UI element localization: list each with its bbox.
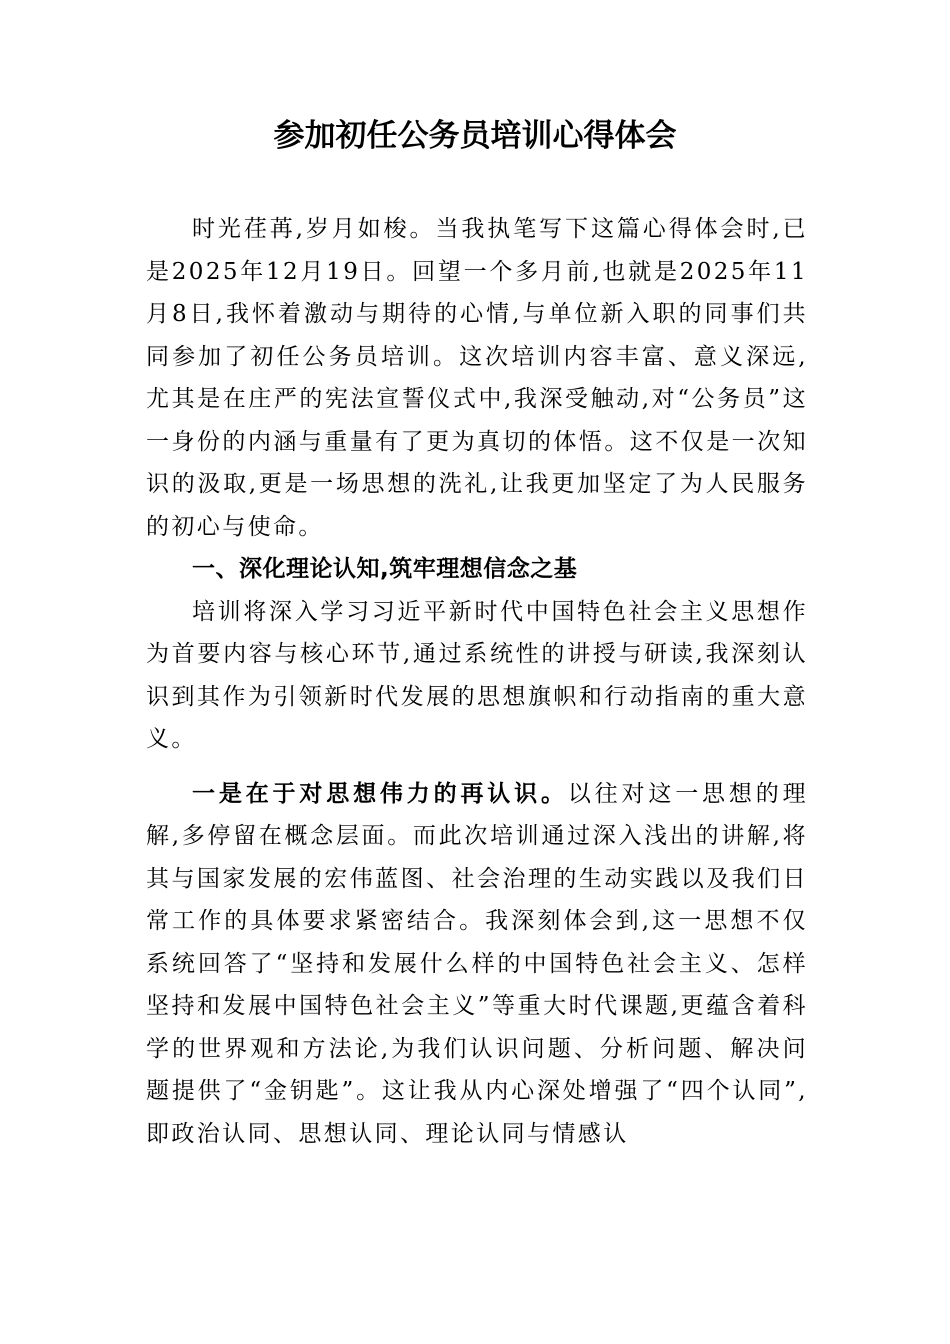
paragraph-section-1-intro: 培训将深入学习习近平新时代中国特色社会主义思想作为首要内容与核心环节,通过系统性的讲授与研读,我深刻认识到其作为引领新时代发展的思想旗帜和行动指南的重大意义。 [146,598,808,752]
point-1-text: 以往对这一思想的理解,多停留在概念层面。而此次培训通过深入浅出的讲解,将其与国家发展的宏伟蓝图、社会治理的生动实践以及我们日常工作的具体要求紧密结合。我深刻体会到,这一思想不仅系统回答了“坚持和发展什么样的中国特色社会主义、怎样坚持和发展中国特色社会主义”等重大时代课题,更蕴含着科学的世界观和方法论,为我们认识问题、分析问题、解决问题提供了“金钥匙”。这让我从内心深处增强了“四个认同”,即政治认同、思想认同、理论认同与情感认 [146,780,808,1147]
point-1-lead: 一是在于对思想伟力的再认识。 [192,780,568,807]
paragraph-point-1 [146,773,808,1156]
paragraph-intro: 时光荏苒,岁月如梭。当我执笔写下这篇心得体会时,已是2025年12月19日。回望一个多月前,也就是2025年11月8日,我怀着激动与期待的心情,与单位新入职的同事们共同参加了初任公务员培训。这次培训内容丰富、意义深远,尤其是在庄严的宪法宣誓仪式中,我深受触动,对“公务员”这一身份的内涵与重量有了更为真切的体悟。这不仅是一次知识的汲取,更是一场思想的洗礼,让我更加坚定了为人民服务的初心与使命。 [146,216,808,540]
document-body [146,208,808,1155]
document-title: 参加初任公务员培训心得体会 [273,118,677,154]
section-heading-1: 一、深化理论认知,筑牢理想信念之基 [192,556,578,582]
